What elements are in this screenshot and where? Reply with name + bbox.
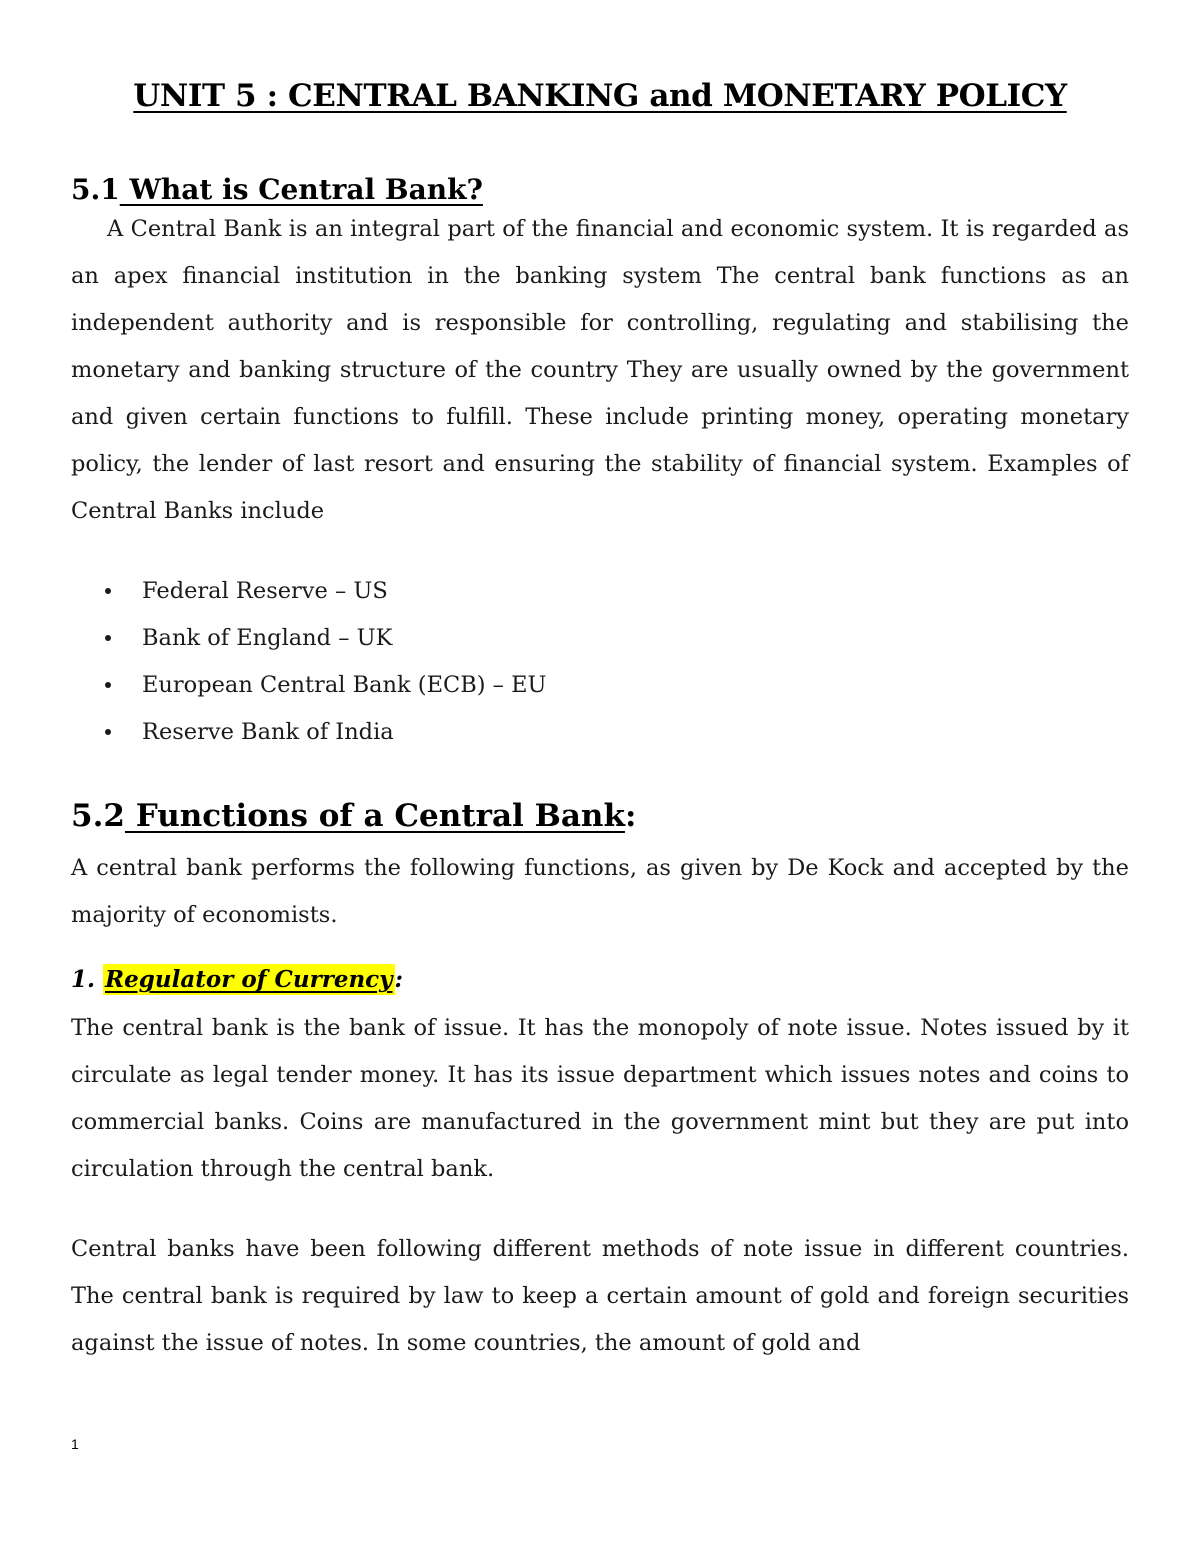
document-title: UNIT 5 : CENTRAL BANKING and MONETARY POLICY bbox=[133, 78, 1067, 114]
list-item: Reserve Bank of India bbox=[71, 709, 546, 756]
function-colon: : bbox=[394, 966, 404, 993]
function-1-paragraph-2: Central banks have been following different methods of note issue in different countries. The central bank is required by law to keep a certain amount of gold and foreign securities against the issue of notes. In some countries, the amount of gold and bbox=[71, 1236, 1129, 1356]
list-item: European Central Bank (ECB) – EU bbox=[71, 662, 546, 709]
function-1-heading bbox=[71, 958, 403, 1002]
section-5-2-heading bbox=[71, 794, 636, 838]
section-title: What is Central Bank? bbox=[119, 173, 483, 206]
section-colon: : bbox=[624, 798, 637, 834]
function-1-paragraph-1: The central bank is the bank of issue. It has the monopoly of note issue. Notes issued by it circulate as legal tender money. It has its issue department which issues notes and coins to commercial banks. Coins are manufactured in the government mint but they are put into circulation through the central bank. bbox=[71, 1015, 1129, 1182]
function-number: 1. bbox=[71, 966, 104, 993]
section-5-2-intro: A central bank performs the following functions, as given by De Kock and accepted by the majority of economists. bbox=[71, 855, 1129, 928]
section-number: 5.1 bbox=[71, 173, 120, 206]
section-5-1-paragraph: A Central Bank is an integral part of the financial and economic system. It is regarded as an apex financial institution in the banking system The central bank functions as an independent authority and is responsible for controlling, regulating and stabilising the monetary and banking structure of the country They are usually owned by the government and given certain functions to fulfill. These include printing money, operating monetary policy, the lender of last resort and ensuring the stability of financial system. Examples of Central Banks include bbox=[71, 216, 1129, 524]
section-title: Functions of a Central Bank bbox=[124, 798, 625, 834]
list-item: Bank of England – UK bbox=[71, 615, 546, 662]
bullet-icon bbox=[105, 635, 111, 641]
section-number: 5.2 bbox=[71, 798, 125, 834]
list-item: Federal Reserve – US bbox=[71, 568, 546, 615]
central-bank-examples-list bbox=[71, 568, 546, 756]
function-title-highlight: Regulator of Currency bbox=[105, 966, 393, 993]
bullet-icon bbox=[105, 729, 111, 735]
bullet-icon bbox=[105, 588, 111, 594]
bullet-icon bbox=[105, 682, 111, 688]
page-number: 1 bbox=[71, 1436, 79, 1452]
